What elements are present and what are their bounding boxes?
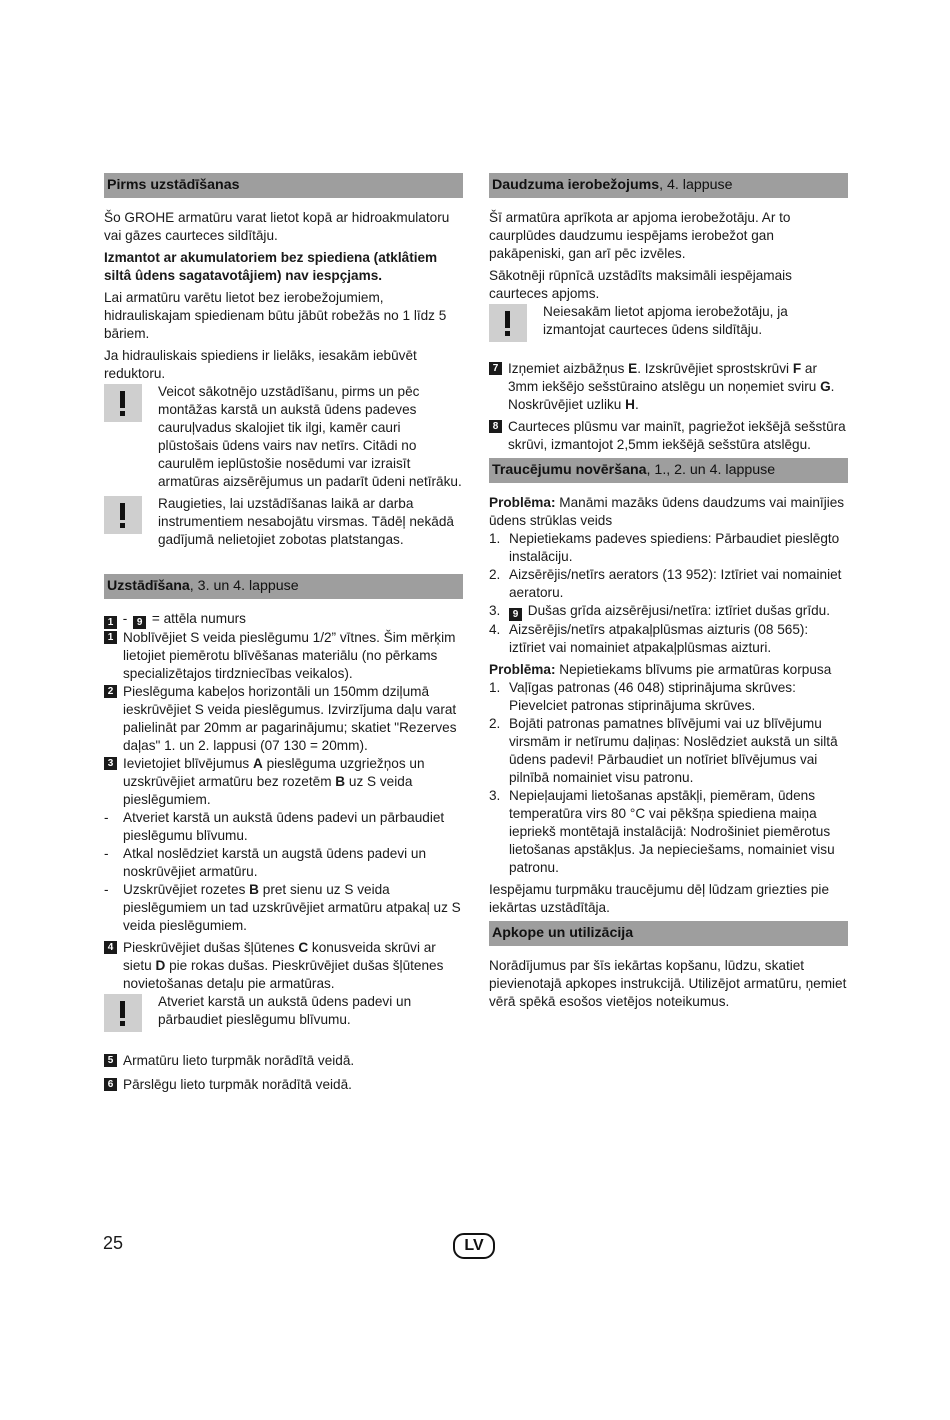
step-2: 2 Pieslēguma kabeļos horizontāli un 150mm dziļumā ieskrūvējiet S veida pieslēgumus. Izvirzījuma daļu varat palielināt par 20mm ar pagarinājumu; skatiet "Rezerves daļas" 1. un 2. lappusi (07 130 = 20mm). (104, 683, 463, 755)
step-1: 1 Noblīvējiet S veida pieslēgumu 1/2” vītnes. Šim mērķim lietojiet piemērotu blīvēšanas materiālu (no pērkams specializētajos tirdzniecības veikalos). (104, 629, 463, 683)
section-header-before-installation: Pirms uzstādīšanas (104, 173, 463, 198)
warning-icon (104, 384, 142, 422)
figure-badge: 9 (133, 616, 146, 629)
paragraph: Ja hidrauliskais spiediens ir lielāks, iesakām iebūvēt reduktoru. (104, 348, 417, 381)
step-badge: 5 (104, 1054, 117, 1067)
step-7: 7 Izņemiet aizbāžņus E. Izskrūvējiet sprostskrūvi F ar 3mm iekšējo sešstūraino atslēgu un noņemiet sviru G. Noskrūvējiet uzliku H. (489, 360, 848, 414)
step-badge: 7 (489, 362, 502, 375)
warning-text: Atveriet karstā un aukstā ūdens padevi un pārbaudiet pieslēgumu blīvumu. (158, 994, 412, 1027)
figure-legend: 1 - 9 = attēla numurs (104, 610, 463, 629)
paragraph-bold: Izmantot ar akumulatoriem bez spiediena (atklâtiem siltâ ûdens sagatavotâjiem) nav iespçjams. (104, 250, 438, 283)
section-header-troubleshooting: Traucējumu novēršana, 1., 2. un 4. lappuse (489, 458, 848, 483)
section-header-installation: Uzstādīšana, 3. un 4. lappuse (104, 574, 463, 599)
paragraph: Šī armatūra aprīkota ar apjoma ierobežotāju. Ar to caurplūdes daudzumu iespējams ierobežot gan pakāpeniski, gan arī pēc izvēles. (489, 210, 791, 261)
problem-statement: Problēma: Manāmi mazāks ūdens daudzums vai mainījies ūdens strūklas veids (489, 495, 845, 528)
dash-item: - Atkal noslēdziet karstā un augstā ūdens padevi un noskrūvējiet armatūru. (104, 846, 427, 879)
paragraph: Iespējamu turpmāku traucējumu dēļ lūdzam griezties pie iekārtas uzstādītāja. (489, 882, 830, 915)
language-badge: LV (453, 1233, 495, 1259)
warning-text: Neiesakām lietot apjoma ierobežotāju, ja izmantojat caurteces ūdens sildītāju. (543, 304, 788, 337)
right-column (489, 173, 848, 1015)
warning-block (104, 495, 463, 549)
step-badge: 6 (104, 1078, 117, 1091)
list-item: 2. Bojāti patronas pamatnes blīvējumi vai uz blīvējumu virsmām ir netīrumu daļiņas: Noslēdziet aukstā un siltā ūdens padevi! Pārbaudiet un notīriet blīvējumus vai pilnībā nomainiet visu patronu. (489, 716, 838, 785)
step-badge: 1 (104, 631, 117, 644)
warning-block (104, 993, 463, 1032)
step-4: 4 Pieskrūvējiet dušas šļūtenes C konusveida skrūvi ar sietu D pie rokas dušas. Pieskrūvējiet dušas šļūtenes novietošanas detaļu pie armatūras. (104, 939, 463, 993)
step-badge: 3 (104, 757, 117, 770)
paragraph: Šo GROHE armatūru varat lietot kopā ar hidroakmulatoru vai gāzes caurteces sildītāju. (104, 210, 450, 243)
list-item: 3. 9 Dušas grīda aizsērējusi/netīra: iztīriet dušas grīdu. (489, 603, 830, 620)
list-item: 2. Aizsērējis/netīrs aerators (13 952): Iztīriet vai nomainiet aeratoru. (489, 567, 842, 600)
warning-text: Raugieties, lai uzstādīšanas laikā ar darba instrumentiem nesabojātu virsmas. Tādēļ nekādā gadījumā nelietojiet zobotas platstangas. (158, 496, 454, 547)
list-item: 4. Aizsērējis/netīrs atpakaļplūsmas aizturis (08 565): iztīriet vai nomainiet atpakaļplūsmas aizturi. (489, 622, 809, 655)
section-header-flow-limiter: Daudzuma ierobežojums, 4. lappuse (489, 173, 848, 198)
list-item: 1. Vaļīgas patronas (46 048) stiprinājuma skrūves: Pievelciet patronas stiprinājuma skrūves. (489, 680, 796, 713)
dash-item: - Uzskrūvējiet rozetes B pret sienu uz S veida pieslēgumiem un tad uzskrūvējiet armatūru atpakaļ uz S veida pieslēgumiem. (104, 882, 461, 933)
left-column (104, 173, 463, 1094)
step-6: 6 Pārslēgu lieto turpmāk norādītā veidā. (104, 1076, 463, 1094)
list-item: 1. Nepietiekams padeves spiediens: Pārbaudiet pieslēgto instalāciju. (489, 531, 840, 564)
step-5: 5 Armatūru lieto turpmāk norādītā veidā. (104, 1052, 463, 1070)
step-badge: 8 (489, 420, 502, 433)
step-badge: 4 (104, 941, 117, 954)
paragraph: Norādījumus par šīs iekārtas kopšanu, lūdzu, skatiet pievienotajā apkopes instrukcijā. Utilizējot armatūru, ņemiet vērā spēkā esošos vietējos noteikumus. (489, 958, 847, 1009)
figure-badge: 9 (509, 608, 522, 621)
step-badge: 2 (104, 685, 117, 698)
section-header-maintenance: Apkope un utilizācija (489, 921, 848, 946)
warning-block (104, 383, 463, 491)
list-item: 3. Nepieļaujami lietošanas apstākļi, piemēram, ūdens temperatūra virs 80 °C vai pēkšņa spiediena maiņa iepriekš montētajā instalācijā: Nodrošiniet piemērotus lietošanas apstākļus. Ja nepieciešams, nomainiet visu patronu. (489, 788, 835, 875)
warning-icon (489, 304, 527, 342)
dash-item: - Atveriet karstā un aukstā ūdens padevi un pārbaudiet pieslēgumu blīvumu. (104, 810, 445, 843)
step-8: 8 Caurteces plūsmu var mainīt, pagriežot iekšējā sešstūra skrūvi, izmantojot 2,5mm iekšējā sešstūra atslēgu. (489, 418, 848, 454)
paragraph: Sākotnēji rūpnīcā uzstādīts maksimāli iespējamais caurteces apjoms. (489, 268, 792, 301)
figure-badge: 1 (104, 616, 117, 629)
paragraph: Lai armatūru varētu lietot bez ierobežojumiem, hidrauliskajam spiedienam būtu jābūt robežās no 1 līdz 5 bāriem. (104, 290, 447, 341)
step-3: 3 Ievietojiet blīvējumus A pieslēguma uzgriežņos un uzskrūvējiet armatūru bez rozetēm B uz S veida pieslēgumiem. (104, 755, 463, 809)
warning-icon (104, 496, 142, 534)
warning-text: Veicot sākotnējo uzstādīšanu, pirms un pēc montāžas karstā un aukstā ūdens padeves cauruļvadus skalojiet tik ilgi, kamēr cauri plūstošais ūdens vairs nav netīrs. Citādi no caurulēm ieplūstošie nosēdumi var izraisīt armatūras aizsērējumus un padarīt ūdeni netīrāku. (158, 384, 462, 489)
warning-block (489, 303, 848, 342)
page-number: 25 (103, 1233, 124, 1253)
problem-statement: Problēma: Nepietiekams blīvums pie armatūras korpusa (489, 662, 832, 677)
warning-icon (104, 994, 142, 1032)
